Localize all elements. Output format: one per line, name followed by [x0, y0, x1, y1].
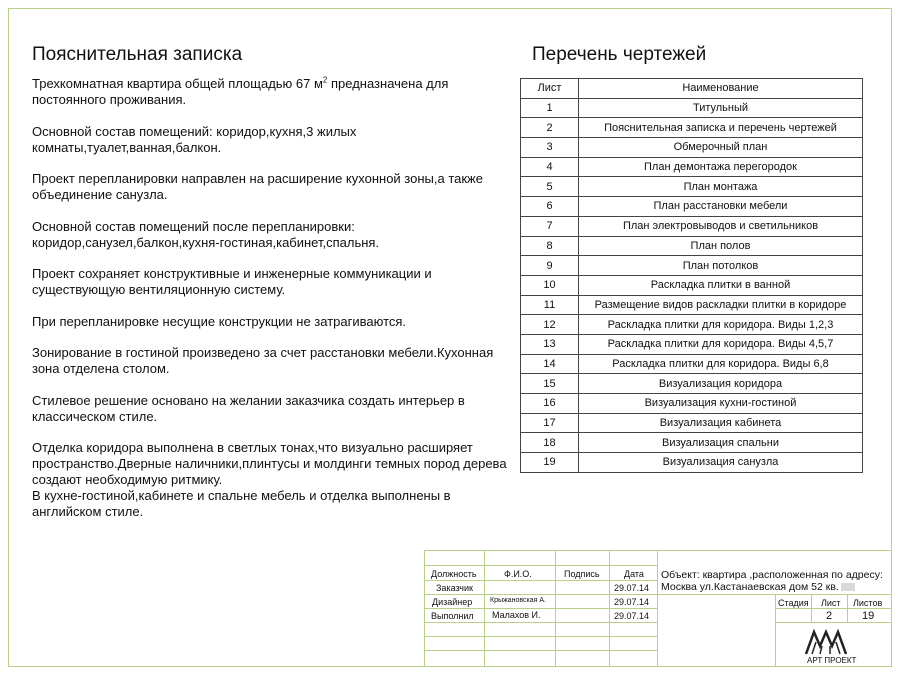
sheet-number-cell: 19: [521, 453, 579, 473]
date-header: Дата: [624, 569, 644, 579]
drawing-name-cell: Визуализация спальни: [579, 433, 863, 453]
signature-header: Подпись: [564, 569, 600, 579]
drawings-title: Перечень чертежей: [532, 44, 707, 65]
sheet-number-cell: 14: [521, 354, 579, 374]
table-row: [521, 275, 863, 295]
performer-date: 29.07.14: [614, 611, 650, 621]
sheet-number-cell: 8: [521, 236, 579, 256]
drawing-name-cell: План полов: [579, 236, 863, 256]
drawing-name-cell: План потолков: [579, 256, 863, 276]
note-paragraph: При перепланировке несущие конструкции не затрагиваются.: [32, 313, 407, 329]
table-row: [521, 433, 863, 453]
table-row: [521, 256, 863, 276]
designer-name: Крыжановская А.: [490, 597, 546, 604]
name-header: Ф.И.О.: [504, 569, 532, 579]
sheet-header: Лист: [821, 598, 841, 608]
drawing-name-cell: Пояснительная записка и перечень чертежей: [579, 118, 863, 138]
drawing-name-cell: Раскладка плитки для коридора. Виды 1,2,3: [579, 315, 863, 335]
drawing-name-cell: Визуализация санузла: [579, 453, 863, 473]
drawing-name-cell: Раскладка плитки для коридора. Виды 4,5,7: [579, 334, 863, 354]
note-title: Пояснительная записка: [32, 44, 243, 65]
company-logo-icon: [804, 628, 848, 656]
customer-label: Заказчик: [436, 583, 473, 593]
drawing-name-cell: План расстановки мебели: [579, 197, 863, 217]
drawing-name-cell: Раскладка плитки для коридора. Виды 6,8: [579, 354, 863, 374]
drawing-name-cell: План электровыводов и светильников: [579, 216, 863, 236]
drawing-name-cell: План монтажа: [579, 177, 863, 197]
table-row: [521, 374, 863, 394]
drawing-name-cell: Раскладка плитки в ванной: [579, 275, 863, 295]
sheet-number: 2: [826, 610, 833, 622]
table-row: [521, 138, 863, 158]
table-row: [521, 295, 863, 315]
sheet-number-cell: 12: [521, 315, 579, 335]
sheet-number-cell: 15: [521, 374, 579, 394]
drawing-name-cell: Визуализация коридора: [579, 374, 863, 394]
sheet-number-cell: 1: [521, 98, 579, 118]
table-row: [521, 315, 863, 335]
drawing-name-cell: Обмерочный план: [579, 138, 863, 158]
note-paragraph: Проект перепланировки направлен на расширение кухонной зоны,а также объединение санузла.: [32, 171, 483, 202]
table-row: [521, 453, 863, 473]
sheet-number-cell: 5: [521, 177, 579, 197]
customer-date: 29.07.14: [614, 583, 650, 593]
drawing-name-cell: Размещение видов раскладки плитки в коридоре: [579, 295, 863, 315]
note-paragraph: Проект сохраняет конструктивные и инженерные коммуникации и существующую вентиляционную систему.: [32, 266, 432, 297]
sheet-number-cell: 10: [521, 275, 579, 295]
table-row: [521, 236, 863, 256]
note-paragraph: Трехкомнатная квартира общей площадью 67 $м^2$ предназначена для постоянного проживания.: [32, 75, 449, 107]
note-paragraph: Зонирование в гостиной произведено за счет расстановки мебели.Кухонная зона отделена столом.: [32, 345, 494, 376]
sheet-number-cell: 18: [521, 433, 579, 453]
designer-date: 29.07.14: [614, 597, 650, 607]
sheet-number-cell: 9: [521, 256, 579, 276]
col-name-header: Наименование: [579, 79, 863, 99]
table-row: [521, 177, 863, 197]
table-row: [521, 118, 863, 138]
note-paragraph: Отделка коридора выполнена в светлых тонах,что визуально расширяет пространство.Дверные наличники,плинтусы и молдинги темных пород дерева создают необходимую ритмику.: [32, 440, 507, 487]
sheet-number-cell: 3: [521, 138, 579, 158]
designer-label: Дизайнер: [432, 597, 473, 607]
drawings-table: [520, 78, 863, 473]
table-row: [521, 216, 863, 236]
sheet-number-cell: 6: [521, 197, 579, 217]
note-paragraph: Стилевое решение основано на желании заказчика создать интерьер в классическом стиле.: [32, 392, 465, 424]
company-name: АРТ ПРОЕКТ: [807, 656, 857, 665]
table-row: [521, 157, 863, 177]
performer-label: Выполнил: [431, 611, 474, 621]
table-row: [521, 394, 863, 414]
note-paragraph: Основной состав помещений: коридор,кухня,3 жилых комнаты,туалет,ванная,балкон.: [32, 123, 357, 155]
performer-name: Малахов И.: [492, 610, 541, 620]
drawing-name-cell: Визуализация кухни-гостиной: [579, 394, 863, 414]
table-row: [521, 197, 863, 217]
stage-header: Стадия: [778, 598, 809, 608]
col-sheet-header: Лист: [521, 79, 579, 99]
sheet-number-cell: 7: [521, 216, 579, 236]
position-header: Должность: [431, 569, 477, 579]
drawing-name-cell: План демонтажа перегородок: [579, 157, 863, 177]
sheet-number-cell: 2: [521, 118, 579, 138]
drawing-name-cell: Визуализация кабинета: [579, 413, 863, 433]
table-row: [521, 354, 863, 374]
sheet-number-cell: 11: [521, 295, 579, 315]
title-block: [424, 550, 891, 666]
table-row: [521, 413, 863, 433]
object-address: Объект: квартира ,расположенная по адресу: Москва ул.Кастанаевская дом 52 кв.: [661, 569, 883, 593]
note-paragraph: В кухне-гостиной,кабинете и спальне мебель и отделка выполнены в английском стиле.: [32, 488, 451, 519]
note-paragraph: Основной состав помещений после перепланировки: коридор,санузел,балкон,кухня-гостиная,кабинет,спальня.: [32, 218, 380, 250]
note-body: [32, 76, 510, 536]
sheets-header: Листов: [853, 598, 883, 608]
sheet-number-cell: 17: [521, 413, 579, 433]
table-row: [521, 98, 863, 118]
sheet-number-cell: 16: [521, 394, 579, 414]
table-header-row: [521, 79, 863, 99]
sheets-count: 19: [862, 610, 875, 622]
sheet-number-cell: 13: [521, 334, 579, 354]
sheet-number-cell: 4: [521, 157, 579, 177]
table-row: [521, 334, 863, 354]
drawing-name-cell: Титульный: [579, 98, 863, 118]
